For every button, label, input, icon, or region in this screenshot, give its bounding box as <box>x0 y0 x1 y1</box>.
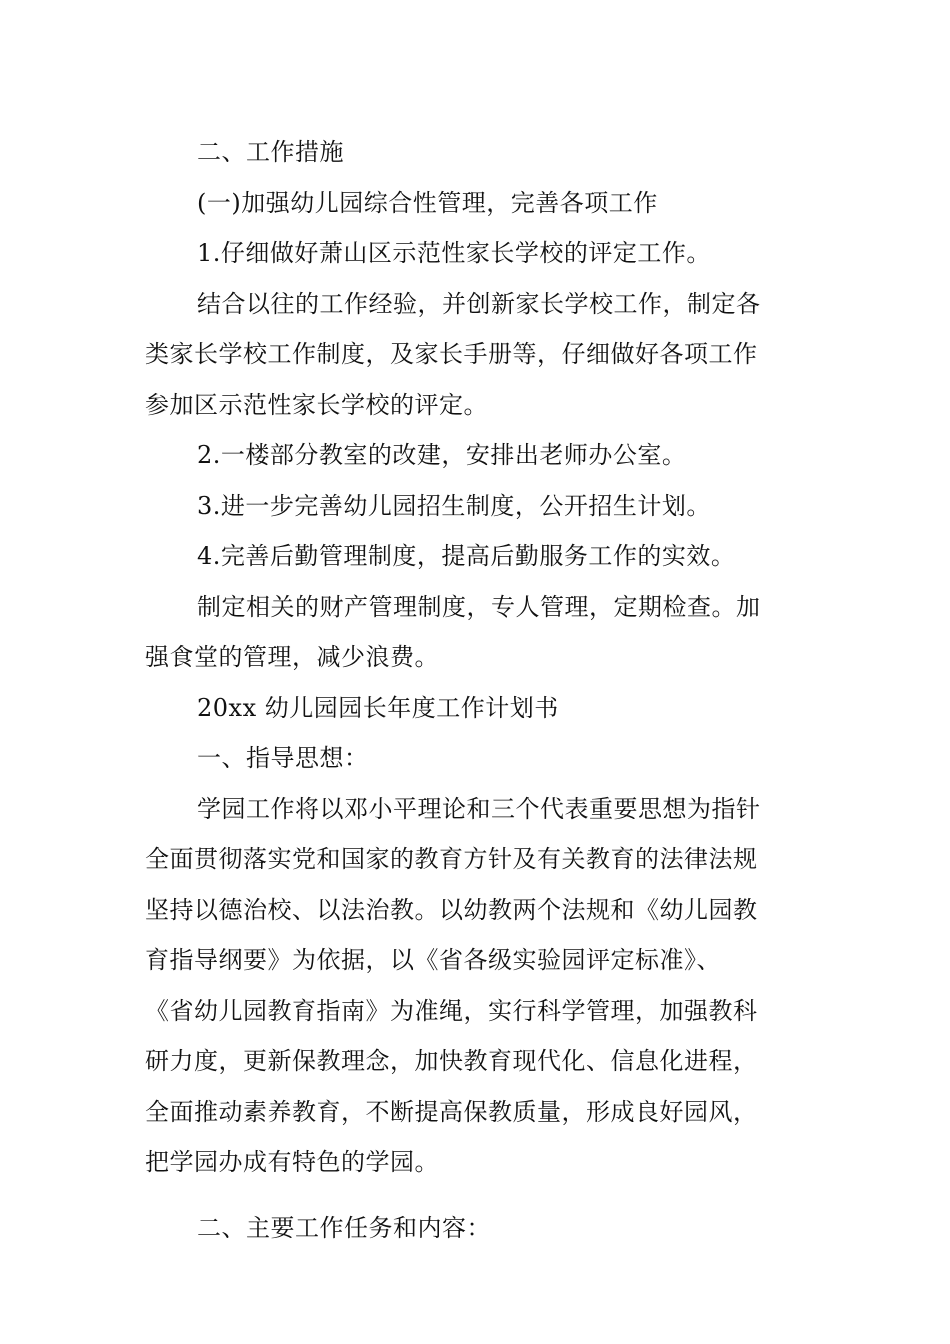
body-paragraph <box>145 784 809 1188</box>
text-line: 全面推动素养教育，不断提高保教质量，形成良好园风， <box>145 1097 758 1126</box>
text-line: 结合以往的工作经验，并创新家长学校工作，制定各 <box>197 289 761 318</box>
text-line: 全面贯彻落实党和国家的教育方针及有关教育的法律法规 <box>145 845 758 873</box>
text-line: 参加区示范性家长学校的评定。 <box>145 390 488 419</box>
text-line: 学园工作将以邓小平理论和三个代表重要思想为指针 <box>197 794 761 823</box>
text-line: 制定相关的财产管理制度，专人管理，定期检查。加 <box>197 592 761 621</box>
list-item-2 <box>145 430 809 481</box>
document-body <box>145 127 809 1253</box>
text-line: 二、主要工作任务和内容： <box>197 1213 491 1242</box>
section-heading-guiding-ideas <box>145 733 809 784</box>
text-line: 一、指导思想： <box>197 744 369 772</box>
text-line: 二、工作措施 <box>197 138 344 166</box>
text-line: 2.一楼部分教室的改建，安排出老师办公室。 <box>197 441 687 469</box>
text-line: 1.仔细做好萧山区示范性家长学校的评定工作。 <box>197 239 711 267</box>
text-line: 坚持以德治校、以法治教。以幼教两个法规和《幼儿园教 <box>145 895 758 924</box>
list-item-3 <box>145 481 809 532</box>
text-line: 育指导纲要》为依据，以《省各级实验园评定标准》、 <box>145 946 721 974</box>
body-paragraph <box>145 279 809 431</box>
text-line: 类家长学校工作制度，及家长手册等，仔细做好各项工作 <box>145 340 758 368</box>
text-line: 20xx 幼儿园园长年度工作计划书 <box>197 693 559 722</box>
text-line: 4.完善后勤管理制度，提高后勤服务工作的实效。 <box>197 542 736 570</box>
document-title <box>145 683 809 734</box>
text-line: 3.进一步完善幼儿园招生制度，公开招生计划。 <box>197 491 711 520</box>
text-line: 《省幼儿园教育指南》为准绳，实行科学管理，加强教科 <box>145 996 758 1025</box>
section-heading-measures <box>145 127 809 178</box>
body-paragraph <box>145 582 809 683</box>
subsection-heading <box>145 178 809 229</box>
list-item-4 <box>145 531 809 582</box>
list-item-1 <box>145 228 809 279</box>
section-heading-main-tasks <box>145 1203 809 1254</box>
text-line: 把学园办成有特色的学园。 <box>145 1148 439 1176</box>
text-line: 研力度，更新保教理念，加快教育现代化、信息化进程， <box>145 1047 758 1075</box>
text-line: (一)加强幼儿园综合性管理，完善各项工作 <box>197 188 658 217</box>
text-line: 强食堂的管理，减少浪费。 <box>145 643 439 671</box>
